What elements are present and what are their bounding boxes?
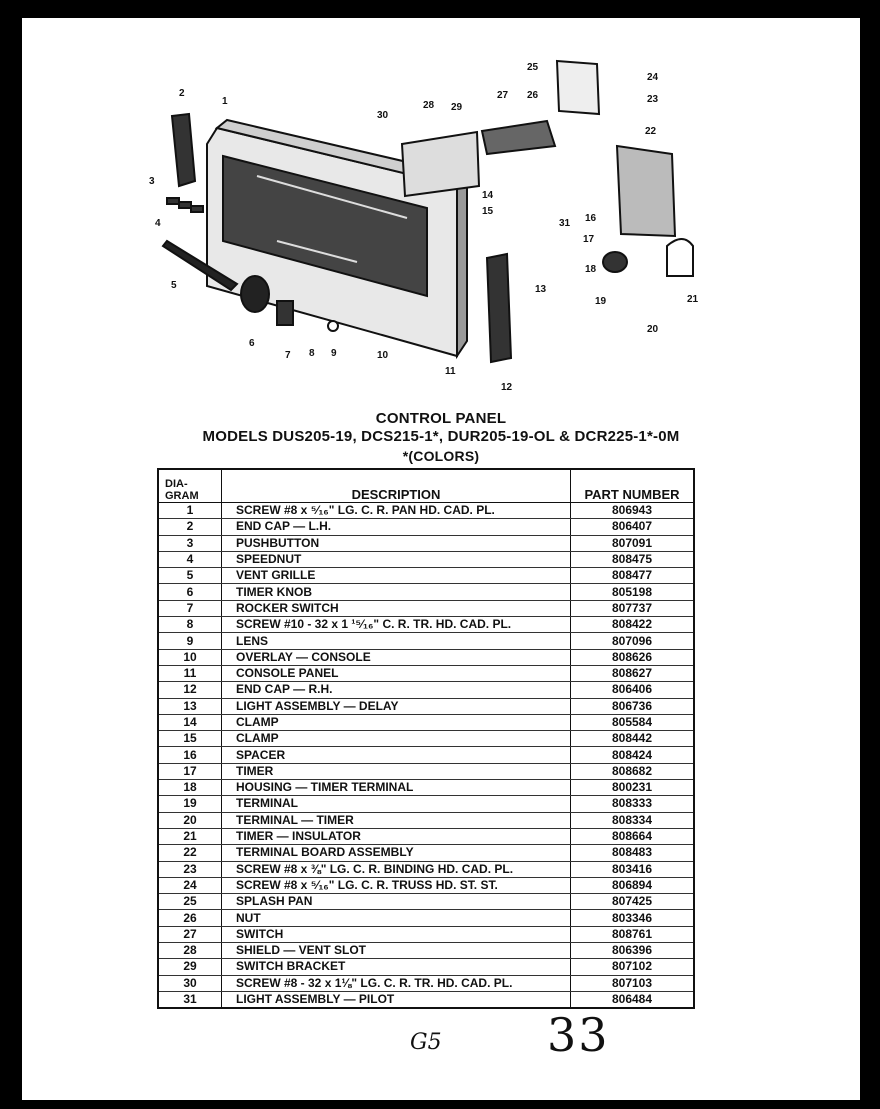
part-number-cell: 803346 xyxy=(571,910,695,926)
svg-text:8: 8 xyxy=(309,348,315,359)
table-row xyxy=(158,535,694,551)
diagram-number-cell: 10 xyxy=(158,649,222,665)
svg-text:5: 5 xyxy=(171,280,177,291)
description-cell: CLAMP xyxy=(222,714,571,730)
part-number-cell: 806407 xyxy=(571,519,695,535)
svg-text:17: 17 xyxy=(583,234,595,245)
diagram-number-cell: 6 xyxy=(158,584,222,600)
part-number-cell: 806484 xyxy=(571,991,695,1008)
description-cell: CONSOLE PANEL xyxy=(222,665,571,681)
exploded-view-drawing xyxy=(127,36,747,406)
svg-text:25: 25 xyxy=(527,62,539,73)
diagram-number-cell: 25 xyxy=(158,894,222,910)
diagram-number-cell: 18 xyxy=(158,780,222,796)
table-row xyxy=(158,975,694,991)
table-row xyxy=(158,828,694,844)
part-number-column-header: PART NUMBER xyxy=(571,469,695,503)
description-cell: HOUSING — TIMER TERMINAL xyxy=(222,780,571,796)
diagram-number-cell: 3 xyxy=(158,535,222,551)
svg-text:26: 26 xyxy=(527,90,539,101)
description-cell: OVERLAY — CONSOLE xyxy=(222,649,571,665)
table-row xyxy=(158,714,694,730)
diagram-number-cell: 4 xyxy=(158,551,222,567)
parts-table xyxy=(157,468,695,1009)
description-cell: TIMER KNOB xyxy=(222,584,571,600)
description-cell: LIGHT ASSEMBLY — PILOT xyxy=(222,991,571,1008)
part-number-cell: 807091 xyxy=(571,535,695,551)
table-row xyxy=(158,617,694,633)
diagram-number-cell: 9 xyxy=(158,633,222,649)
description-cell: SHIELD — VENT SLOT xyxy=(222,943,571,959)
table-row xyxy=(158,649,694,665)
svg-text:6: 6 xyxy=(249,338,255,349)
table-row xyxy=(158,600,694,616)
diagram-number-cell: 7 xyxy=(158,600,222,616)
part-number-cell: 805198 xyxy=(571,584,695,600)
part-number-cell: 803416 xyxy=(571,861,695,877)
part-number-cell: 807737 xyxy=(571,600,695,616)
description-cell: PUSHBUTTON xyxy=(222,535,571,551)
part-number-cell: 806396 xyxy=(571,943,695,959)
table-row xyxy=(158,812,694,828)
description-cell: LENS xyxy=(222,633,571,649)
svg-text:4: 4 xyxy=(155,218,161,229)
table-row xyxy=(158,698,694,714)
svg-text:28: 28 xyxy=(423,100,435,111)
part-number-cell: 808475 xyxy=(571,551,695,567)
svg-text:15: 15 xyxy=(482,206,494,217)
table-row xyxy=(158,780,694,796)
description-cell: SPEEDNUT xyxy=(222,551,571,567)
table-row xyxy=(158,763,694,779)
diagram-number-cell: 22 xyxy=(158,845,222,861)
svg-text:22: 22 xyxy=(645,126,657,137)
description-cell: TIMER xyxy=(222,763,571,779)
part-number-cell: 808682 xyxy=(571,763,695,779)
table-row xyxy=(158,926,694,942)
description-cell: TERMINAL BOARD ASSEMBLY xyxy=(222,845,571,861)
svg-text:29: 29 xyxy=(451,102,463,113)
table-row xyxy=(158,568,694,584)
table-row xyxy=(158,845,694,861)
part-number-cell: 807102 xyxy=(571,959,695,975)
description-cell: SCREW #10 - 32 x 1 ¹⁵⁄₁₆" C. R. TR. HD. CAD. PL. xyxy=(222,617,571,633)
parts-sheet xyxy=(22,18,860,1100)
diagram-column-header: DIA- GRAM xyxy=(158,469,222,503)
parts-table-body xyxy=(158,503,694,1009)
part-number-cell: 807425 xyxy=(571,894,695,910)
svg-text:18: 18 xyxy=(585,264,597,275)
diagram-number-cell: 21 xyxy=(158,828,222,844)
diagram-number-cell: 29 xyxy=(158,959,222,975)
part-number-cell: 808627 xyxy=(571,665,695,681)
table-row xyxy=(158,519,694,535)
exploded-view-diagram xyxy=(127,36,747,406)
svg-text:27: 27 xyxy=(497,90,509,101)
table-row xyxy=(158,959,694,975)
table-row xyxy=(158,910,694,926)
diagram-number-cell: 30 xyxy=(158,975,222,991)
part-number-cell: 808664 xyxy=(571,828,695,844)
part-number-cell: 808626 xyxy=(571,649,695,665)
description-cell: SCREW #8 x ⅜" LG. C. R. BINDING HD. CAD. PL. xyxy=(222,861,571,877)
svg-text:3: 3 xyxy=(149,176,155,187)
models-line: MODELS DUS205-19, DCS215-1*, DUR205-19-OL & DCR225-1*-0M xyxy=(202,428,680,445)
diagram-number-cell: 14 xyxy=(158,714,222,730)
page-title: CONTROL PANEL xyxy=(375,410,507,427)
part-number-cell: 800231 xyxy=(571,780,695,796)
description-cell: TIMER — INSULATOR xyxy=(222,828,571,844)
part-number-cell: 808442 xyxy=(571,731,695,747)
description-cell: END CAP — R.H. xyxy=(222,682,571,698)
description-cell: SPLASH PAN xyxy=(222,894,571,910)
svg-text:23: 23 xyxy=(647,94,659,105)
part-number-cell: 807103 xyxy=(571,975,695,991)
table-row xyxy=(158,731,694,747)
part-number-cell: 806894 xyxy=(571,877,695,893)
svg-text:7: 7 xyxy=(285,350,291,361)
part-number-cell: 808333 xyxy=(571,796,695,812)
svg-text:16: 16 xyxy=(585,213,597,224)
part-number-cell: 808477 xyxy=(571,568,695,584)
table-row xyxy=(158,503,694,519)
svg-text:21: 21 xyxy=(687,294,699,305)
table-row xyxy=(158,894,694,910)
svg-text:24: 24 xyxy=(647,72,659,83)
table-header-row xyxy=(158,469,694,503)
part-number-cell: 808334 xyxy=(571,812,695,828)
diagram-number-cell: 31 xyxy=(158,991,222,1008)
svg-text:1: 1 xyxy=(222,96,228,107)
svg-text:13: 13 xyxy=(535,284,547,295)
diagram-number-cell: 19 xyxy=(158,796,222,812)
diagram-number-cell: 8 xyxy=(158,617,222,633)
diagram-number-cell: 24 xyxy=(158,877,222,893)
diagram-number-cell: 26 xyxy=(158,910,222,926)
description-cell: SCREW #8 x ⁵⁄₁₆" LG. C. R. PAN HD. CAD. PL. xyxy=(222,503,571,519)
part-number-cell: 806736 xyxy=(571,698,695,714)
svg-text:2: 2 xyxy=(179,88,185,99)
table-row xyxy=(158,665,694,681)
part-number-cell: 808422 xyxy=(571,617,695,633)
svg-text:31: 31 xyxy=(559,218,571,229)
description-cell: LIGHT ASSEMBLY — DELAY xyxy=(222,698,571,714)
diagram-number-cell: 11 xyxy=(158,665,222,681)
diagram-number-cell: 28 xyxy=(158,943,222,959)
table-row xyxy=(158,796,694,812)
handwritten-page-number: 33 xyxy=(547,1008,610,1062)
colors-note: *(COLORS) xyxy=(402,448,480,464)
part-number-cell: 806406 xyxy=(571,682,695,698)
description-cell: TERMINAL — TIMER xyxy=(222,812,571,828)
part-number-cell: 808424 xyxy=(571,747,695,763)
description-cell: CLAMP xyxy=(222,731,571,747)
description-cell: TERMINAL xyxy=(222,796,571,812)
svg-text:12: 12 xyxy=(501,382,513,393)
diagram-number-cell: 16 xyxy=(158,747,222,763)
table-row xyxy=(158,877,694,893)
description-cell: SCREW #8 - 32 x 1⅛" LG. C. R. TR. HD. CAD. PL. xyxy=(222,975,571,991)
table-row xyxy=(158,682,694,698)
diagram-number-cell: 12 xyxy=(158,682,222,698)
table-row xyxy=(158,633,694,649)
part-number-cell: 808483 xyxy=(571,845,695,861)
description-cell: SWITCH xyxy=(222,926,571,942)
part-number-cell: 808761 xyxy=(571,926,695,942)
table-row xyxy=(158,861,694,877)
table-row xyxy=(158,551,694,567)
diagram-number-cell: 20 xyxy=(158,812,222,828)
table-row xyxy=(158,747,694,763)
description-cell: VENT GRILLE xyxy=(222,568,571,584)
description-cell: SPACER xyxy=(222,747,571,763)
description-cell: SWITCH BRACKET xyxy=(222,959,571,975)
svg-text:30: 30 xyxy=(377,110,389,121)
part-number-cell: 807096 xyxy=(571,633,695,649)
description-column-header: DESCRIPTION xyxy=(222,469,571,503)
svg-text:9: 9 xyxy=(331,348,337,359)
diagram-number-cell: 2 xyxy=(158,519,222,535)
svg-text:10: 10 xyxy=(377,350,389,361)
part-number-cell: 806943 xyxy=(571,503,695,519)
handwritten-note-left: G5 xyxy=(410,1030,442,1055)
diagram-number-cell: 17 xyxy=(158,763,222,779)
diagram-number-cell: 1 xyxy=(158,503,222,519)
diagram-number-cell: 23 xyxy=(158,861,222,877)
svg-text:20: 20 xyxy=(647,324,659,335)
description-cell: ROCKER SWITCH xyxy=(222,600,571,616)
description-cell: NUT xyxy=(222,910,571,926)
description-cell: END CAP — L.H. xyxy=(222,519,571,535)
diagram-number-cell: 5 xyxy=(158,568,222,584)
diagram-number-cell: 15 xyxy=(158,731,222,747)
svg-text:14: 14 xyxy=(482,190,494,201)
part-number-cell: 805584 xyxy=(571,714,695,730)
diagram-number-cell: 13 xyxy=(158,698,222,714)
table-row xyxy=(158,991,694,1008)
description-cell: SCREW #8 x ⁵⁄₁₆" LG. C. R. TRUSS HD. ST. ST. xyxy=(222,877,571,893)
diagram-number-cell: 27 xyxy=(158,926,222,942)
table-row xyxy=(158,943,694,959)
table-row xyxy=(158,584,694,600)
svg-text:19: 19 xyxy=(595,296,607,307)
svg-text:11: 11 xyxy=(445,366,456,377)
